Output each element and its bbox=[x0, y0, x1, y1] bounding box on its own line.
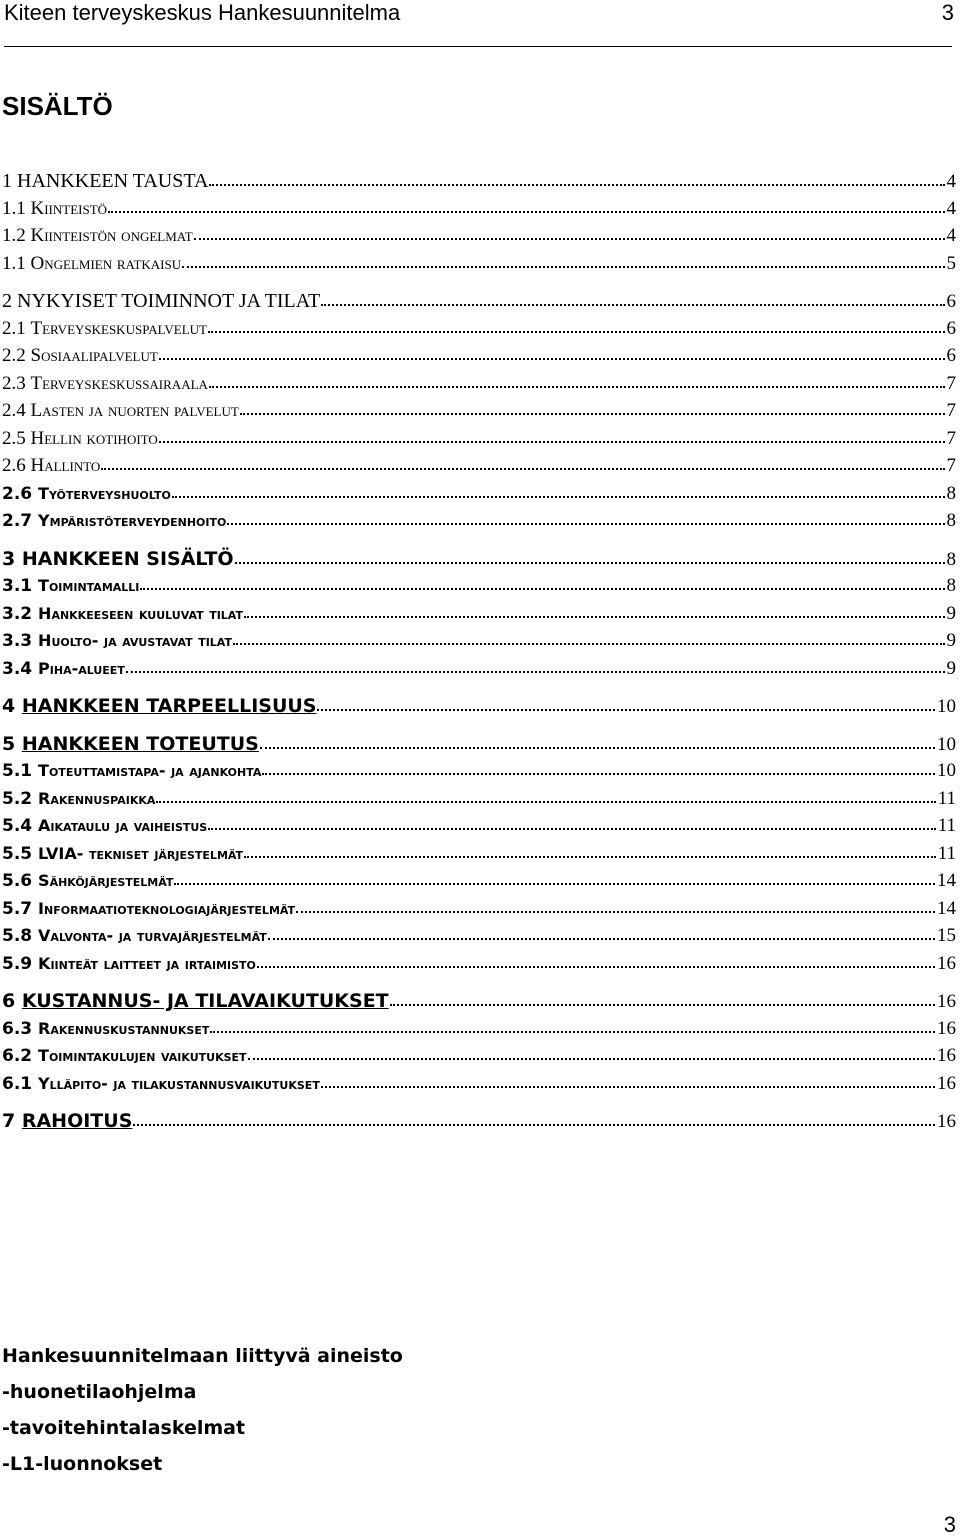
toc-page: 10 bbox=[937, 733, 956, 755]
toc-entry-3[interactable] bbox=[2, 548, 958, 576]
toc-page: 11 bbox=[937, 815, 956, 836]
toc-page: 16 bbox=[937, 952, 956, 974]
toc-number: 7 bbox=[2, 1110, 22, 1132]
dot-leader bbox=[240, 412, 945, 415]
dot-leader bbox=[233, 642, 945, 645]
toc-number: 2.6 bbox=[2, 483, 39, 504]
toc-page: 6 bbox=[946, 345, 956, 366]
toc-page: 4 bbox=[946, 197, 956, 219]
toc-number: 1.1 bbox=[2, 252, 31, 274]
dot-leader bbox=[321, 1085, 935, 1088]
toc-number: 3 bbox=[2, 547, 22, 570]
dot-leader bbox=[209, 183, 944, 186]
toc-text: Ylläpito- ja tilakustannusvaikutukset bbox=[38, 1073, 320, 1093]
dot-leader bbox=[182, 265, 944, 268]
toc-text: Kiinteistö bbox=[30, 197, 108, 219]
toc-text: Työterveyshuolto bbox=[38, 483, 171, 503]
toc-heading: SISÄLTÖ bbox=[2, 91, 113, 121]
toc-page: 14 bbox=[937, 870, 956, 891]
toc-entry-6-3[interactable] bbox=[2, 1018, 958, 1046]
dot-leader bbox=[174, 882, 935, 885]
toc-number: 1.1 bbox=[2, 197, 31, 219]
toc-page: 8 bbox=[946, 575, 956, 596]
toc-number: 4 bbox=[2, 695, 22, 717]
toc-text: Lasten ja nuorten palvelut bbox=[30, 400, 239, 421]
toc-page: 8 bbox=[946, 482, 956, 504]
toc-text: Sähköjärjestelmät bbox=[38, 871, 174, 890]
toc-number: 5.4 bbox=[2, 816, 39, 836]
toc-text: HANKKEEN TAUSTA bbox=[17, 170, 209, 192]
toc-page: 10 bbox=[937, 696, 956, 717]
toc-page: 15 bbox=[937, 925, 956, 946]
toc-page: 16 bbox=[937, 1045, 956, 1066]
toc-text: RAHOITUS bbox=[21, 1110, 133, 1132]
dot-leader bbox=[208, 330, 945, 333]
toc-entry-2-1[interactable] bbox=[2, 318, 958, 346]
dot-leader bbox=[317, 708, 935, 711]
toc-entry-5-8[interactable] bbox=[2, 925, 958, 953]
toc-entry-2[interactable] bbox=[2, 290, 958, 318]
dot-leader bbox=[248, 1057, 935, 1060]
toc-text: Terveyskeskussairaala bbox=[30, 372, 208, 394]
toc-page: 6 bbox=[946, 291, 956, 312]
toc-number: 2 bbox=[2, 290, 17, 312]
toc-page: 16 bbox=[937, 991, 956, 1012]
toc-number: 5.1 bbox=[2, 761, 39, 781]
toc-entry-1-1b[interactable] bbox=[2, 253, 958, 281]
toc-entry-2-6b[interactable] bbox=[2, 483, 958, 511]
toc-page: 4 bbox=[946, 225, 956, 246]
dot-leader bbox=[390, 1003, 935, 1006]
dot-leader bbox=[296, 910, 935, 913]
toc-text: Toimintamalli bbox=[38, 576, 140, 595]
toc-entry-3-2[interactable] bbox=[2, 603, 958, 631]
toc-number: 5.5 bbox=[2, 843, 39, 864]
toc-entry-5-6[interactable] bbox=[2, 870, 958, 898]
toc-entry-5[interactable] bbox=[2, 733, 958, 761]
toc-entry-2-5[interactable] bbox=[2, 428, 958, 456]
toc-entry-7[interactable] bbox=[2, 1110, 958, 1138]
dot-leader bbox=[172, 495, 945, 498]
toc-entry-6-1[interactable] bbox=[2, 1073, 958, 1101]
toc-text: HANKKEEN SISÄLTÖ bbox=[21, 547, 234, 570]
dot-leader bbox=[257, 965, 935, 968]
dot-leader bbox=[156, 800, 935, 803]
toc-text: HANKKEEN TARPEELLISUUS bbox=[21, 695, 317, 717]
toc-text: Kiinteistön ongelmat bbox=[30, 225, 193, 246]
toc-number: 3.2 bbox=[2, 603, 39, 624]
appendix-title: Hankesuunnitelmaan liittyvä aineisto bbox=[2, 1345, 403, 1367]
toc-page: 4 bbox=[946, 171, 956, 192]
dot-leader bbox=[321, 303, 944, 306]
toc-text: Kiinteät laitteet ja irtaimisto bbox=[38, 953, 256, 973]
document-title: Kiteen terveyskeskus Hankesuunnitelma bbox=[4, 0, 401, 25]
toc-text: Ympäristöterveydenhoito bbox=[38, 511, 227, 530]
toc-page: 7 bbox=[946, 400, 956, 421]
toc-number: 5.6 bbox=[2, 871, 39, 891]
dot-leader bbox=[159, 440, 945, 443]
dot-leader bbox=[140, 587, 944, 590]
toc-text: Piha-alueet bbox=[38, 658, 125, 678]
toc-entry-2-6[interactable] bbox=[2, 455, 958, 483]
appendix-item: -huonetilaohjelma bbox=[2, 1381, 197, 1403]
toc-text: Hellin kotihoito bbox=[30, 427, 158, 449]
dot-leader bbox=[262, 772, 935, 775]
toc-number: 2.6 bbox=[2, 455, 31, 476]
toc-number: 2.7 bbox=[2, 511, 39, 531]
toc-number: 5.7 bbox=[2, 898, 39, 919]
toc-number: 2.3 bbox=[2, 372, 31, 394]
toc-page: 11 bbox=[937, 842, 956, 864]
toc-text: Hallinto bbox=[30, 455, 101, 476]
toc-page: 11 bbox=[937, 787, 956, 809]
dot-leader bbox=[108, 210, 944, 213]
dot-leader bbox=[235, 561, 945, 564]
toc-text: Ongelmien ratkaisu bbox=[30, 252, 182, 274]
header-page-number: 3 bbox=[941, 0, 954, 25]
toc-number: 1 bbox=[2, 170, 17, 192]
dot-leader bbox=[260, 746, 935, 749]
toc-entry-1[interactable] bbox=[2, 170, 958, 198]
toc-page: 7 bbox=[946, 372, 956, 394]
toc-page: 9 bbox=[946, 602, 956, 624]
toc-number: 5.2 bbox=[2, 788, 39, 809]
toc-number: 5.8 bbox=[2, 926, 39, 946]
table-of-contents bbox=[2, 170, 958, 1138]
toc-number: 6.2 bbox=[2, 1046, 39, 1066]
appendix-list bbox=[2, 1342, 403, 1486]
toc-entry-2-2[interactable] bbox=[2, 345, 958, 373]
toc-entry-5-4[interactable] bbox=[2, 815, 958, 843]
toc-page: 16 bbox=[937, 1017, 956, 1039]
toc-text: Terveyskeskuspalvelut bbox=[30, 317, 207, 339]
toc-text: KUSTANNUS- JA TILAVAIKUTUKSET bbox=[21, 990, 389, 1012]
toc-number: 5.9 bbox=[2, 953, 39, 974]
toc-text: NYKYISET TOIMINNOT JA TILAT bbox=[17, 290, 321, 312]
toc-entry-5-7[interactable] bbox=[2, 898, 958, 926]
toc-text: Sosiaalipalvelut bbox=[30, 345, 158, 366]
toc-text: LVIA- tekniset järjestelmät bbox=[38, 843, 244, 863]
toc-text: Hankkeeseen kuuluvat tilat bbox=[38, 603, 243, 623]
toc-entry-1-2[interactable] bbox=[2, 225, 958, 253]
toc-text: Aikataulu ja vaiheistus bbox=[38, 816, 208, 835]
dot-leader bbox=[194, 237, 945, 240]
dot-leader bbox=[101, 467, 944, 470]
page-header bbox=[4, 0, 960, 30]
toc-entry-2-3[interactable] bbox=[2, 373, 958, 401]
toc-page: 14 bbox=[937, 897, 956, 919]
toc-page: 8 bbox=[946, 548, 956, 570]
dot-leader bbox=[268, 937, 935, 940]
toc-number: 3.3 bbox=[2, 631, 39, 651]
toc-number: 2.1 bbox=[2, 317, 31, 339]
toc-text: Rakennuskustannukset bbox=[38, 1018, 210, 1038]
toc-entry-5-5[interactable] bbox=[2, 843, 958, 871]
toc-entry-4[interactable] bbox=[2, 695, 958, 723]
toc-text: Huolto- ja avustavat tilat bbox=[38, 631, 232, 650]
toc-number: 5 bbox=[2, 732, 22, 755]
toc-page: 6 bbox=[946, 317, 956, 339]
toc-text: Informaatioteknologiajärjestelmät bbox=[38, 898, 296, 918]
toc-number: 6.3 bbox=[2, 1018, 39, 1039]
dot-leader bbox=[227, 522, 944, 525]
toc-page: 9 bbox=[946, 657, 956, 679]
toc-text: Valvonta- ja turvajärjestelmät bbox=[38, 926, 267, 945]
appendix-item: -tavoitehintalaskelmat bbox=[2, 1417, 246, 1439]
toc-entry-6-2[interactable] bbox=[2, 1045, 958, 1073]
toc-entry-6[interactable] bbox=[2, 990, 958, 1018]
toc-entry-3-3[interactable] bbox=[2, 630, 958, 658]
dot-leader bbox=[244, 855, 936, 858]
toc-number: 6.1 bbox=[2, 1073, 39, 1094]
toc-number: 2.4 bbox=[2, 400, 31, 421]
toc-entry-3-4[interactable] bbox=[2, 658, 958, 686]
toc-entry-2-4[interactable] bbox=[2, 400, 958, 428]
toc-number: 2.5 bbox=[2, 427, 31, 449]
toc-text: HANKKEEN TOTEUTUS bbox=[21, 732, 259, 755]
dot-leader bbox=[208, 827, 935, 830]
toc-page: 16 bbox=[937, 1072, 956, 1094]
footer-page-number: 3 bbox=[943, 1512, 956, 1537]
dot-leader bbox=[126, 670, 945, 673]
toc-entry-5-1[interactable] bbox=[2, 760, 958, 788]
toc-entry-2-7[interactable] bbox=[2, 510, 958, 538]
dot-leader bbox=[159, 357, 945, 360]
toc-page: 8 bbox=[946, 510, 956, 531]
toc-text: Toteuttamistapa- ja ajankohta bbox=[38, 761, 262, 780]
toc-entry-5-2[interactable] bbox=[2, 788, 958, 816]
toc-page: 5 bbox=[946, 252, 956, 274]
toc-text: Rakennuspaikka bbox=[38, 788, 156, 808]
toc-number: 6 bbox=[2, 990, 22, 1012]
toc-entry-5-9[interactable] bbox=[2, 953, 958, 981]
dot-leader bbox=[133, 1123, 935, 1126]
toc-page: 7 bbox=[946, 427, 956, 449]
toc-number: 3.4 bbox=[2, 658, 39, 679]
dot-leader bbox=[209, 385, 945, 388]
toc-text: Toimintakulujen vaikutukset bbox=[38, 1046, 247, 1065]
toc-entry-1-1[interactable] bbox=[2, 198, 958, 226]
toc-page: 7 bbox=[946, 455, 956, 476]
toc-number: 3.1 bbox=[2, 576, 39, 596]
dot-leader bbox=[210, 1030, 935, 1033]
toc-entry-3-1[interactable] bbox=[2, 575, 958, 603]
toc-number: 1.2 bbox=[2, 225, 31, 246]
toc-page: 16 bbox=[937, 1111, 956, 1132]
dot-leader bbox=[244, 615, 945, 618]
toc-page: 10 bbox=[937, 760, 956, 781]
appendix-item: -L1-luonnokset bbox=[2, 1453, 163, 1475]
toc-page: 9 bbox=[946, 630, 956, 651]
toc-number: 2.2 bbox=[2, 345, 31, 366]
header-divider bbox=[4, 46, 952, 47]
